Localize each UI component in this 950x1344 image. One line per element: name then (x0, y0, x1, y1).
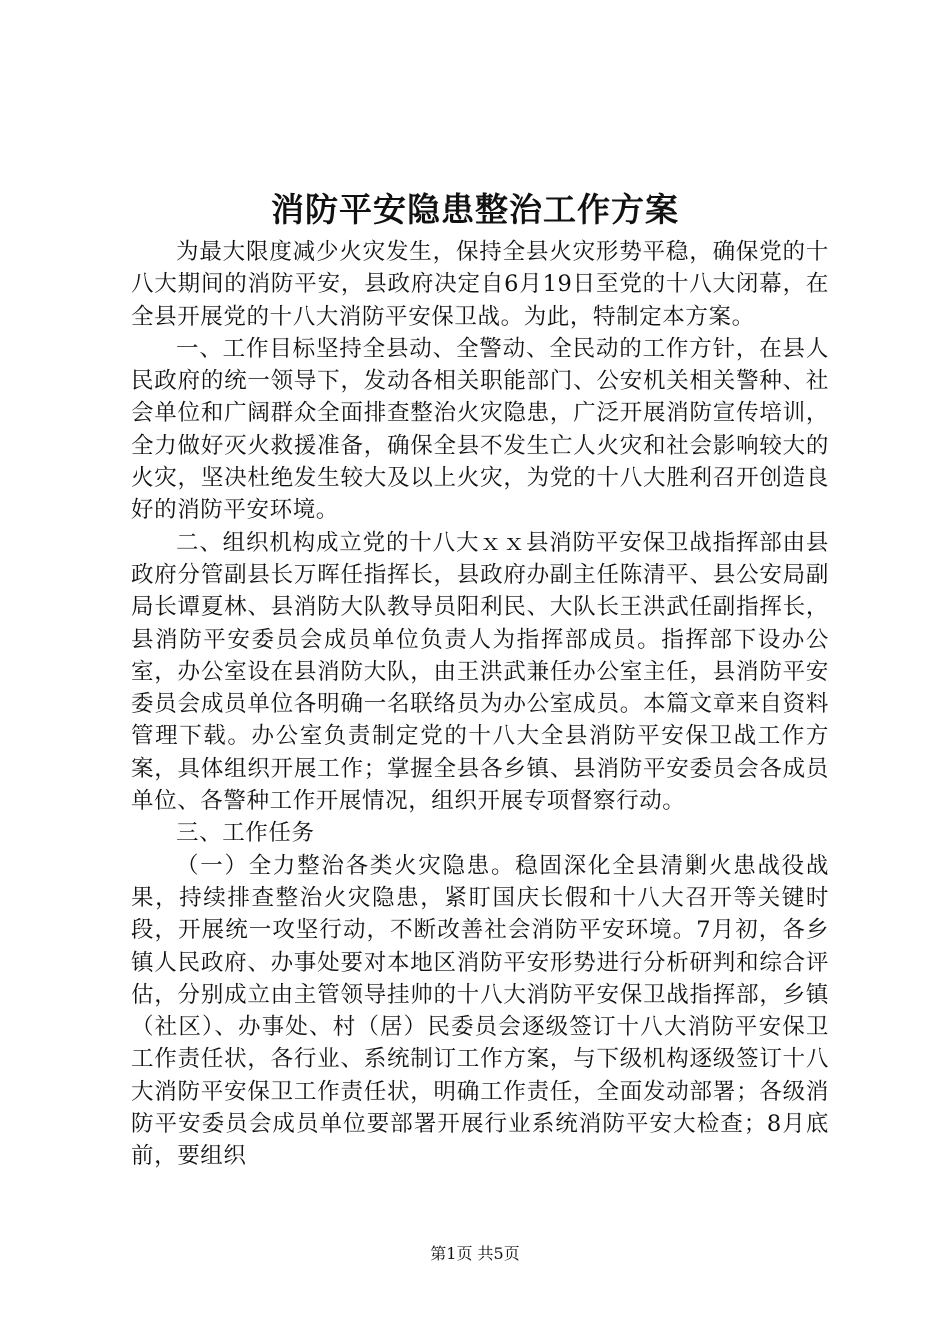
page-number-footer: 第1页 共5页 (430, 1244, 520, 1263)
document-body (131, 236, 829, 1173)
section-heading-tasks: 三、工作任务 (176, 820, 315, 847)
paragraph-organization: 二、组织机构成立党的十八大ｘｘ县消防平安保卫战指挥部由县政府分管副县长万晖任指挥长，县政府办副主任陈清平、县公安局副局长谭夏林、县消防大队教导员阳利民、大队长王洪武任副指挥长，县消防平安委员会成员单位负责人为指挥部成员。指挥部下设办公室，办公室设在县消防大队，由王洪武兼任办公室主任，县消防平安委员会成员单位各明确一名联络员为办公室成员。本篇文章来自资料管理下载。办公室负责制定党的十八大全县消防平安保卫战工作方案，具体组织开展工作；掌握全县各乡镇、县消防平安委员会各成员单位、各警种工作开展情况，组织开展专项督察行动。 (131, 529, 829, 815)
document-title: 消防平安隐患整治工作方案 (271, 190, 679, 229)
paragraph-task-one: （一）全力整治各类火灾隐患。稳固深化全县清剿火患战役战果，持续排查整治火灾隐患，紧盯国庆长假和十八大召开等关键时段，开展统一攻坚行动，不断改善社会消防平安环境。7月初，各乡镇人民政府、办事处要对本地区消防平安形势进行分析研判和综合评估，分别成立由主管领导挂帅的十八大消防平安保卫战指挥部，乡镇（社区）、办事处、村（居）民委员会逐级签订十八大消防平安保卫工作责任状，各行业、系统制订工作方案，与下级机构逐级签订十八大消防平安保卫工作责任状，明确工作责任，全面发动部署；各级消防平安委员会成员单位要部署开展行业系统消防平安大检查；8月底前，要组织 (131, 852, 829, 1170)
paragraph-work-goal: 一、工作目标坚持全县动、全警动、全民动的工作方针，在县人民政府的统一领导下，发动各相关职能部门、公安机关相关警种、社会单位和广阔群众全面排查整治火灾隐患，广泛开展消防宣传培训，全力做好灭火救援准备，确保全县不发生亡人火灾和社会影响较大的火灾，坚决杜绝发生较大及以上火灾，为党的十八大胜利召开创造良好的消防平安环境。 (131, 335, 829, 524)
paragraph-intro: 为最大限度减少火灾发生，保持全县火灾形势平稳，确保党的十八大期间的消防平安，县政府决定自6月19日至党的十八大闭幕，在全县开展党的十八大消防平安保卫战。为此，特制定本方案。 (131, 239, 829, 330)
